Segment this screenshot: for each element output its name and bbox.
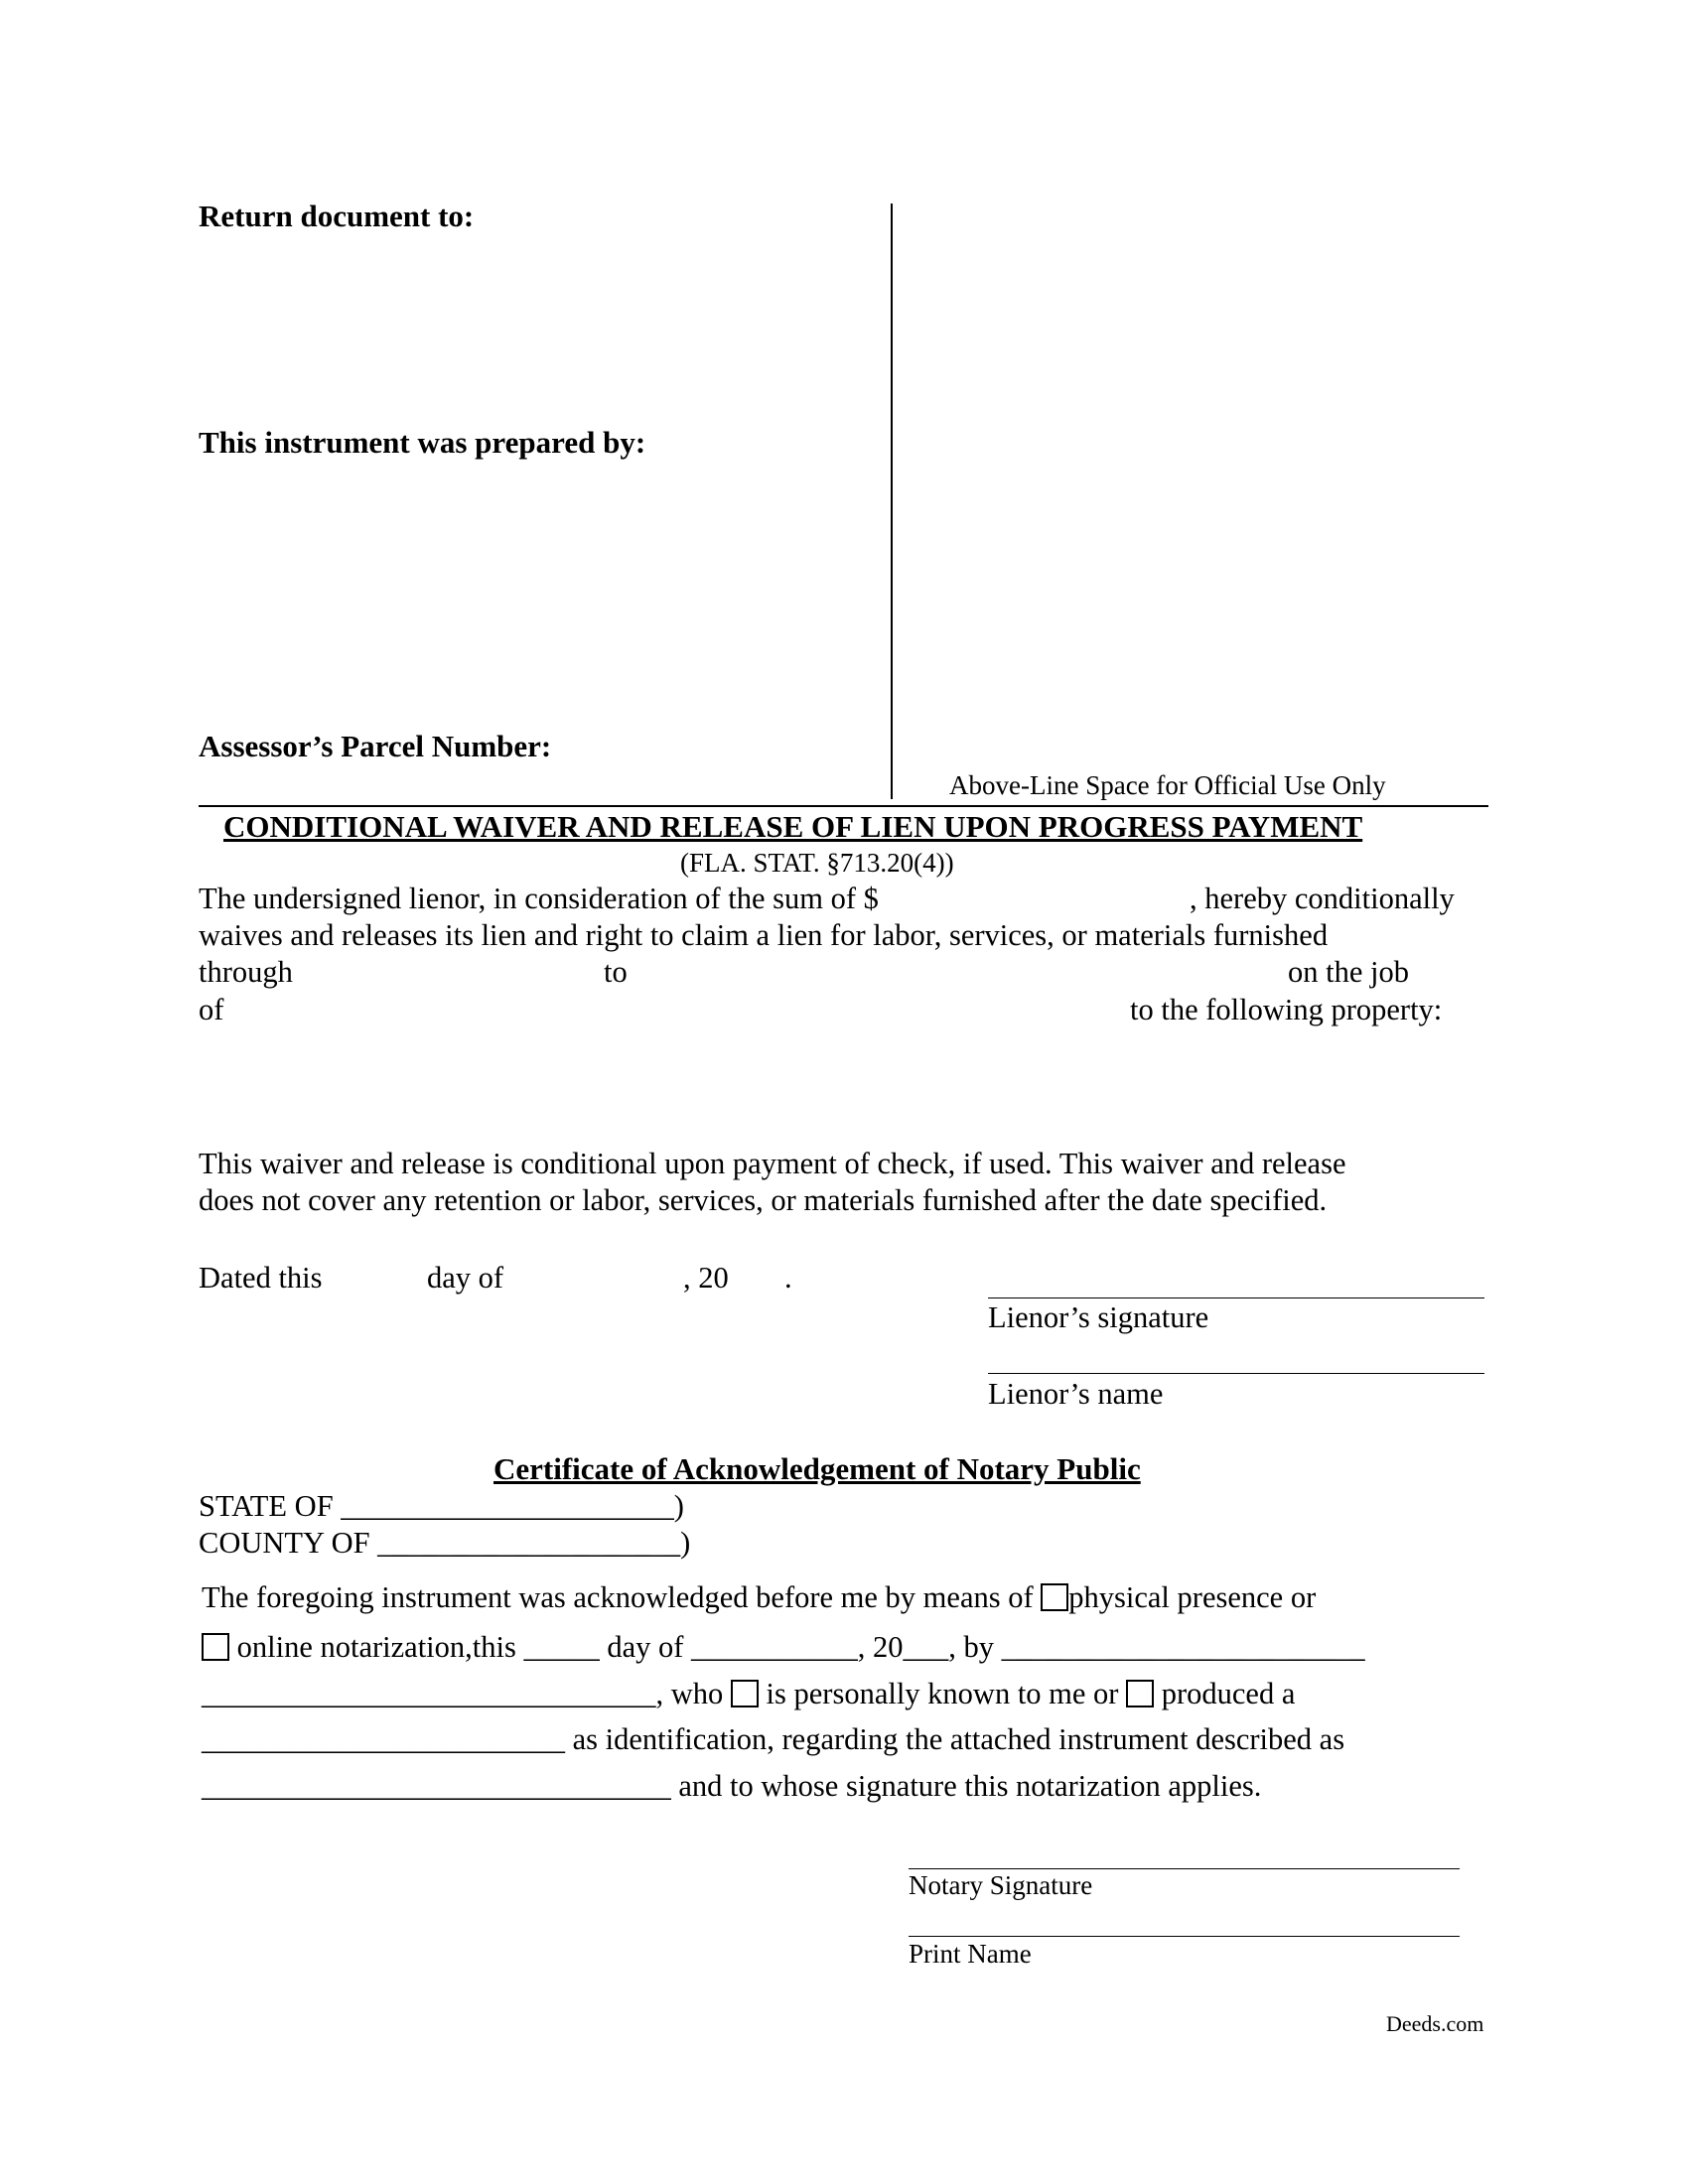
lienor-signature-line (988, 1297, 1484, 1298)
document-title: CONDITIONAL WAIVER AND RELEASE OF LIEN UPON PROGRESS PAYMENT (223, 809, 1363, 844)
print-name-line (909, 1936, 1460, 1937)
who-text: ______________________________, who (202, 1677, 724, 1710)
waiver-of: of (199, 993, 224, 1026)
ack-text: The foregoing instrument was acknowledged before me by means of (202, 1580, 1034, 1614)
waiver-to: to (604, 955, 628, 989)
produced-id-checkbox[interactable] (1126, 1680, 1154, 1707)
waiver-on-the-job: on the job (1288, 955, 1409, 989)
footer-brand: Deeds.com (1386, 2011, 1484, 2036)
produced-label: produced a (1161, 1677, 1296, 1710)
lienor-signature-label: Lienor’s signature (988, 1300, 1209, 1334)
identification-line: ________________________ as identification, regarding the attached instrument described as (202, 1722, 1345, 1756)
county-of-line: COUNTY OF ____________________) (199, 1526, 691, 1560)
official-use-divider (891, 204, 893, 799)
physical-presence-label: physical presence or (1068, 1580, 1317, 1614)
personally-known-checkbox[interactable] (731, 1680, 759, 1707)
official-use-rule (199, 805, 1488, 807)
waiver-following-property: to the following property: (1130, 993, 1443, 1026)
parcel-number-label: Assessor’s Parcel Number: (199, 729, 552, 763)
physical-presence-checkbox[interactable] (1041, 1583, 1068, 1611)
waiver-through: through (199, 955, 293, 989)
waiver-line-1a: The undersigned lienor, in consideration of the sum of $ (199, 882, 879, 915)
personally-known-label: is personally known to me or (766, 1677, 1119, 1710)
condition-line-1: This waiver and release is conditional upon payment of check, if used. This waiver and release (199, 1147, 1346, 1180)
prepared-by-label: This instrument was prepared by: (199, 425, 646, 460)
online-notarization-checkbox[interactable] (202, 1633, 229, 1661)
notarization-applies-line: _______________________________ and to whose signature this notarization applies. (202, 1769, 1262, 1803)
year-prefix: , 20 (683, 1261, 729, 1295)
statute-reference: (FLA. STAT. §713.20(4)) (680, 848, 954, 878)
state-of-line: STATE OF ______________________) (199, 1489, 684, 1523)
dated-period: . (784, 1261, 792, 1295)
ack-line (202, 1580, 1316, 1615)
print-name-label: Print Name (909, 1939, 1032, 1969)
waiver-line-1b: , hereby conditionally (1190, 882, 1455, 915)
condition-line-2: does not cover any retention or labor, services, or materials furnished after the date specified. (199, 1183, 1328, 1217)
notary-heading: Certificate of Acknowledgement of Notary Public (493, 1451, 1141, 1486)
notary-signature-label: Notary Signature (909, 1870, 1093, 1900)
who-line (202, 1677, 1295, 1711)
online-line (202, 1630, 1365, 1665)
online-notarization-text: online notarization,this _____ day of ___________, 20___, by ________________________ (236, 1630, 1365, 1664)
lienor-name-label: Lienor’s name (988, 1377, 1164, 1411)
lienor-name-line (988, 1373, 1484, 1374)
official-use-label: Above-Line Space for Official Use Only (949, 770, 1386, 800)
return-document-label: Return document to: (199, 199, 475, 233)
day-of-label: day of (427, 1261, 504, 1295)
dated-this-label: Dated this (199, 1261, 323, 1295)
waiver-line-2: waives and releases its lien and right to claim a lien for labor, services, or materials furnished (199, 918, 1329, 952)
notary-signature-line (909, 1868, 1460, 1869)
